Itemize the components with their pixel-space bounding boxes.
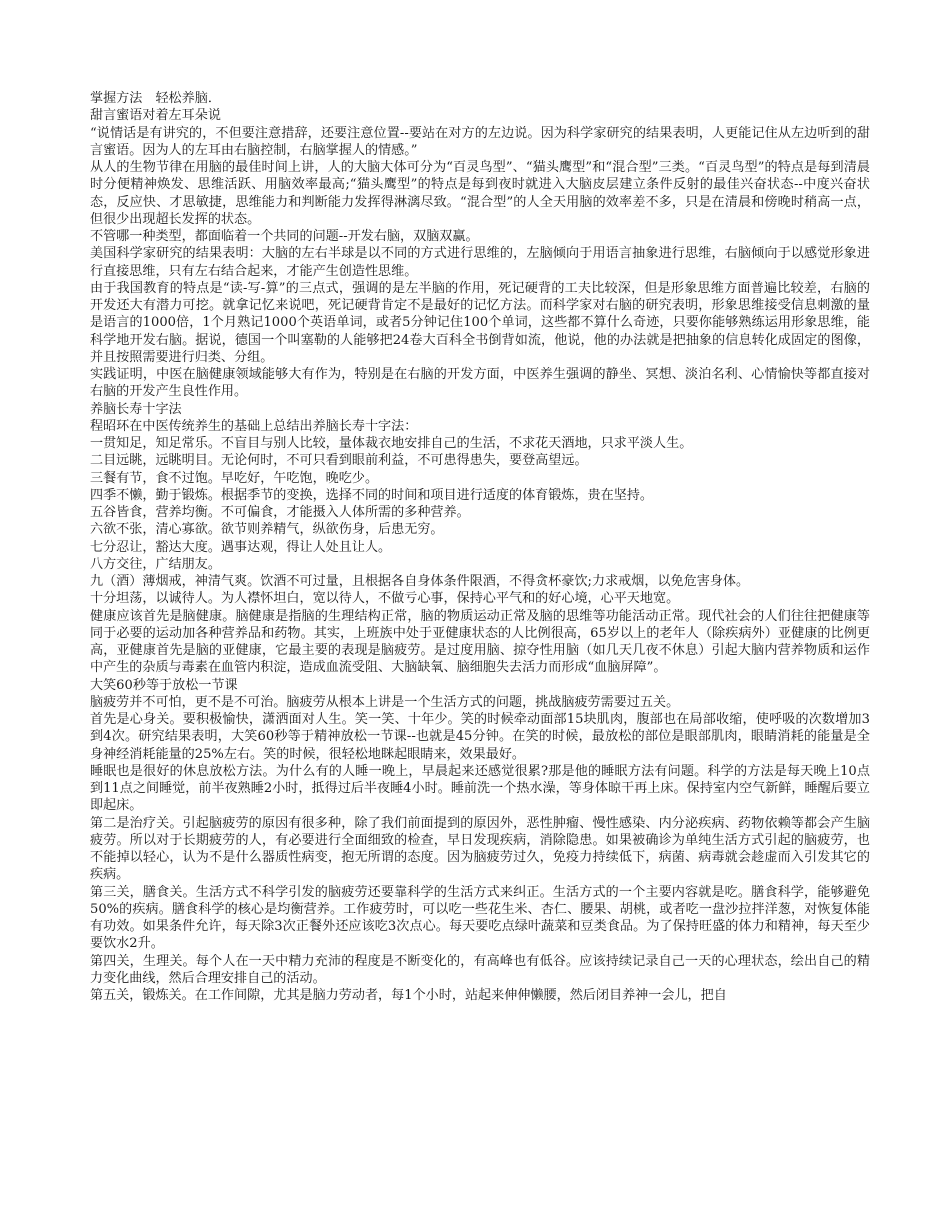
list-item: 三餐有节，食不过饱。早吃好，午吃饱，晚吃少。 [90, 470, 379, 486]
list-item: 二目远眺，远眺明目。无论何时，不可只看到眼前利益，不可患得患失，要登高望远。 [90, 453, 588, 469]
paragraph: 美国科学家研究的结果表明：大脑的左右半球是以不同的方式进行思维的，左脑倾向于用语言抽象进行思维，右脑倾向于以感觉形象进行直接思维，只有左右结合起来，才能产生创造性思维。 [90, 246, 870, 279]
document-title: 掌握方法 轻松养脑． [90, 91, 221, 106]
paragraph: 第三关，膳食关。生活方式不科学引发的脑疲劳还要靠科学的生活方式来纠正。生活方式的一个主要内容就是吃。膳食科学，能够避免50%的疾病。膳食科学的核心是均衡营养。工作疲劳时，可以吃一些花生米、杏仁、腰果、胡桃，或者吃一盘沙拉拌洋葱，对恢复体能有功效。如果条件允许，每天除3次正餐外还应该吃3次点心。每天要吃点绿叶蔬菜和豆类食品。为了保持旺盛的体力和精神，每天至少要饮水2升。 [90, 884, 870, 952]
paragraph: 第二是治疗关。引起脑疲劳的原因有很多种，除了我们前面提到的原因外，恶性肿瘤、慢性感染、内分泌疾病、药物依赖等都会产生脑疲劳。所以对于长期疲劳的人，有必要进行全面细致的检查，早日发现疾病，消除隐患。如果被确诊为单纯生活方式引起的脑疲劳，也不能掉以轻心，认为不是什么器质性病变，抱无所谓的态度。因为脑疲劳过久，免疫力持续低下，病菌、病毒就会趁虚而入引发其它的疾病。 [90, 815, 870, 883]
list-item: 七分忍让，豁达大度。遇事达观，得让人处且让人。 [90, 539, 392, 555]
section-heading-ten-character-method: 养脑长寿十字法 [90, 401, 182, 417]
section-heading-left-ear: 甜言蜜语对着左耳朵说 [90, 108, 221, 124]
paragraph: “说情话是有讲究的，不但要注意措辞，还要注意位置--要站在对方的左边说。因为科学家研究的结果表明，人更能记住从左边听到的甜言蜜语。因为人的左耳由右脑控制，右脑掌握人的情感。” [90, 125, 870, 158]
paragraph: 由于我国教育的特点是“读-写-算”的三点式，强调的是左半脑的作用，死记硬背的工夫比较深，但是形象思维方面普遍比较差，右脑的开发还大有潜力可挖。就拿记忆来说吧，死记硬背肯定不是最好的记忆方法。而科学家对右脑的研究表明，形象思维接受信息刺激的量是语言的1000倍，1个月熟记1000个英语单词，或者5分钟记住100个单词，这些都不算什么奇迹，只要你能够熟练运用形象思维，能科学地开发右脑。据说，德国一个叫塞勒的人能够把24卷大百科全书倒背如流，他说，他的办法就是把抽象的信息转化成固定的图像，并且按照需要进行归类、分组。 [90, 280, 870, 365]
paragraph: 第四关，生理关。每个人在一天中精力充沛的程度是不断变化的，有高峰也有低谷。应该持续记录自己一天的心理状态，绘出自己的精力变化曲线，然后合理安排自己的活动。 [90, 953, 870, 986]
list-item: 四季不懒，勤于锻炼。根据季节的变换，选择不同的时间和项目进行适度的体育锻炼，贵在坚持。 [90, 487, 654, 503]
paragraph: 实践证明，中医在脑健康领域能够大有作为，特别是在右脑的开发方面，中医养生强调的静坐、冥想、淡泊名利、心情愉快等都直接对右脑的开发产生良性作用。 [90, 367, 870, 400]
list-item: 十分坦荡，以诚待人。为人襟怀坦白，宽以待人，不做亏心事，保持心平气和的好心境，心平天地宽。 [90, 591, 680, 607]
paragraph: 健康应该首先是脑健康。脑健康是指脑的生理结构正常，脑的物质运动正常及脑的思维等功能活动正常。现代社会的人们往往把健康等同于必要的运动加各种营养品和药物。其实，上班族中处于亚健康状态的人比例很高，65岁以上的老年人（除疾病外）亚健康的比例更高，亚健康首先是脑的亚健康，它最主要的表现是脑疲劳。是过度用脑、掠夺性用脑（如几天几夜不休息）引起大脑内营养物质和运作中产生的杂质与毒素在血管内积淀，造成血流受阻、大脑缺氧、脑细胞失去活力而形成“血脑屏障”。 [90, 608, 870, 676]
paragraph: 不管哪一种类型，都面临着一个共同的问题--开发右脑，双脑双赢。 [90, 229, 479, 244]
list-item: 一贯知足，知足常乐。不盲目与别人比较，量体裁衣地安排自己的生活，不求花天酒地，只求平淡人生。 [90, 436, 693, 451]
list-item: 五谷皆食，营养均衡。不可偏食，才能摄入人体所需的多种营养。 [90, 505, 470, 520]
paragraph: 脑疲劳并不可怕，更不是不可治。脑疲劳从根本上讲是一个生活方式的问题，挑战脑疲劳需要过五关。 [90, 694, 680, 710]
list-item: 九（酒）薄烟戒，神清气爽。饮酒不可过量，且根据各自身体条件限酒，不得贪杯豪饮;力求戒烟，以免危害身体。 [90, 574, 750, 589]
list-item: 六欲不张，清心寡欲。欲节则养精气，纵欲伤身，后患无穷。 [90, 522, 444, 538]
paragraph: 程昭环在中医传统养生的基础上总结出养脑长寿十字法： [90, 418, 418, 434]
paragraph: 睡眠也是很好的休息放松方法。为什么有的人睡一晚上，早晨起来还感觉很累?那是他的睡眠方法有问题。科学的方法是每天晚上10点到11点之间睡觉，前半夜熟睡2小时，抵得过后半夜睡4小时。睡前洗一个热水澡，等身体晾干再上床。保持室内空气新鲜，睡醒后要立即起床。 [90, 763, 870, 814]
section-heading-laugh-60-seconds: 大笑60秒等于放松一节课 [90, 677, 238, 693]
paragraph: 首先是心身关。要积极愉快，潇洒面对人生。笑一笑、十年少。笑的时候牵动面部15块肌肉，腹部也在局部收缩，使呼吸的次数增加3到4次。研究结果表明，大笑60秒等于精神放松一节课--也就是45分钟。在笑的时候，最放松的部位是眼部肌肉，眼睛消耗的能量是全身神经消耗能量的25%左右。笑的时候，很轻松地眯起眼睛来，效果最好。 [90, 712, 870, 762]
list-item: 八方交往，广结朋友。 [90, 556, 221, 572]
paragraph: 第五关，锻炼关。在工作间隙，尤其是脑力劳动者，每1个小时，站起来伸伸懒腰，然后闭目养神一会儿，把自 [90, 988, 727, 1003]
paragraph: 从人的生物节律在用脑的最佳时间上讲，人的大脑大体可分为“百灵鸟型”、“猫头鹰型”和“混合型”三类。“百灵鸟型”的特点是每到清晨时分便精神焕发、思维活跃、用脑效率最高;“猫头鹰型”的特点是每到夜时就进入大脑皮层建立条件反射的最佳兴奋状态--中度兴奋状态，反应快、才思敏捷，思维能力和判断能力发挥得淋漓尽致。“混合型”的人全天用脑的效率差不多，只是在清晨和傍晚时稍高一点，但很少出现超长发挥的状态。 [90, 160, 870, 227]
